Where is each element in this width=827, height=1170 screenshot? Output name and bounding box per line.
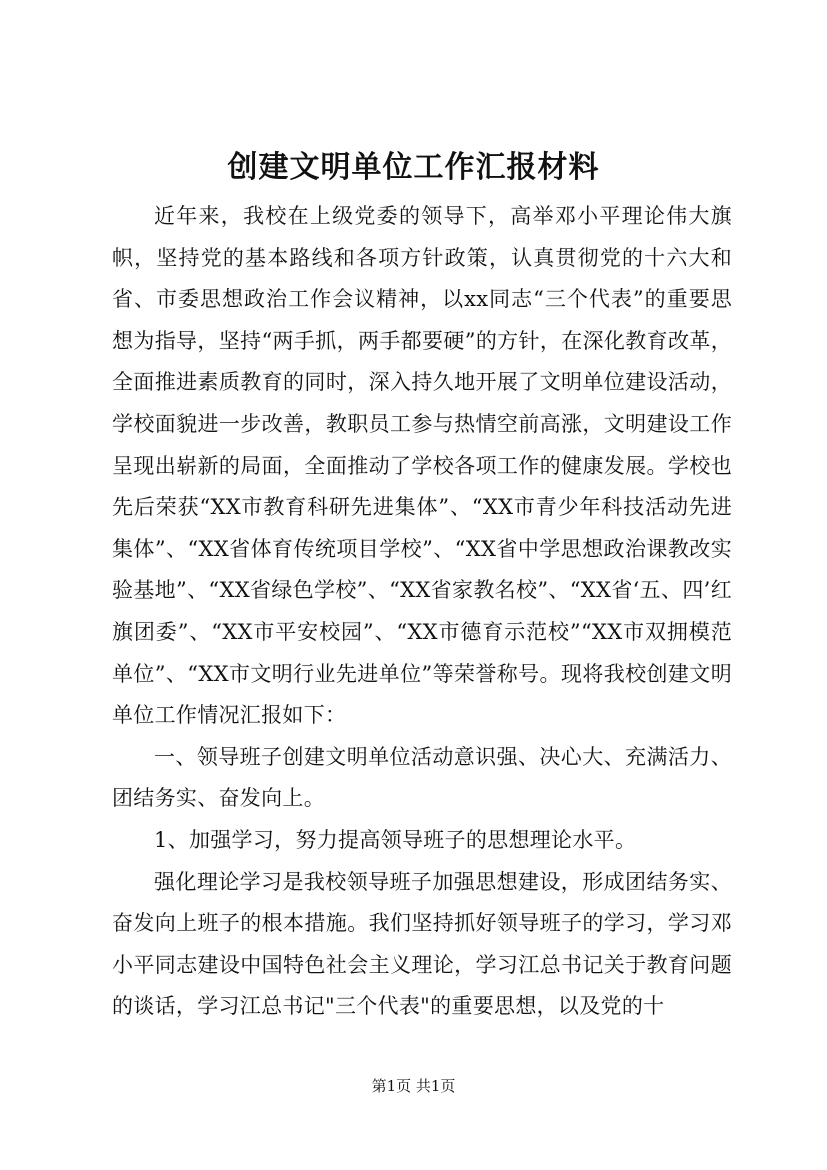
page-footer: 第1页 共1页 bbox=[371, 1077, 456, 1095]
document-body bbox=[112, 196, 732, 1028]
paragraph-study: 强化理论学习是我校领导班子加强思想建设，形成团结务实、奋发向上班子的根本措施。我们坚持抓好领导班子的学习，学习邓小平同志建设中国特色社会主义理论，学习江总书记关于教育问题的谈话，学习江总书记"三个代表"的重要思想，以及党的十 bbox=[112, 869, 732, 1019]
paragraph-section-heading: 一、领导班子创建文明单位活动意识强、决心大、充满活力、团结务实、奋发向上。 bbox=[112, 744, 732, 811]
document-title: 创建文明单位工作汇报材料 bbox=[227, 150, 600, 185]
paragraph-intro: 近年来，我校在上级党委的领导下，高举邓小平理论伟大旗帜，坚持党的基本路线和各项方针政策，认真贯彻党的十六大和省、市委思想政治工作会议精神，以xx同志“三个代表”的重要思想为指导，坚持“两手抓，两手都要硬”的方针，在深化教育改革，全面推进素质教育的同时，深入持久地开展了文明单位建设活动，学校面貌进一步改善，教职员工参与热情空前高涨，文明建设工作呈现出崭新的局面，全面推动了学校各项工作的健康发展。学校也先后荣获“XX市教育科研先进集体”、“XX市青少年科技活动先进集体”、“XX省体育传统项目学校”、“XX省中学思想政治课教改实验基地”、“XX省绿色学校”、“XX省家教名校”、“XX省‘五、四’红旗团委”、“XX市平安校园”、“XX市德育示范校”“XX市双拥模范单位”、“XX市文明行业先进单位”等荣誉称号。现将我校创建文明单位工作情况汇报如下： bbox=[112, 204, 732, 728]
paragraph-subheading: 1、加强学习，努力提高领导班子的思想理论水平。 bbox=[154, 827, 637, 852]
